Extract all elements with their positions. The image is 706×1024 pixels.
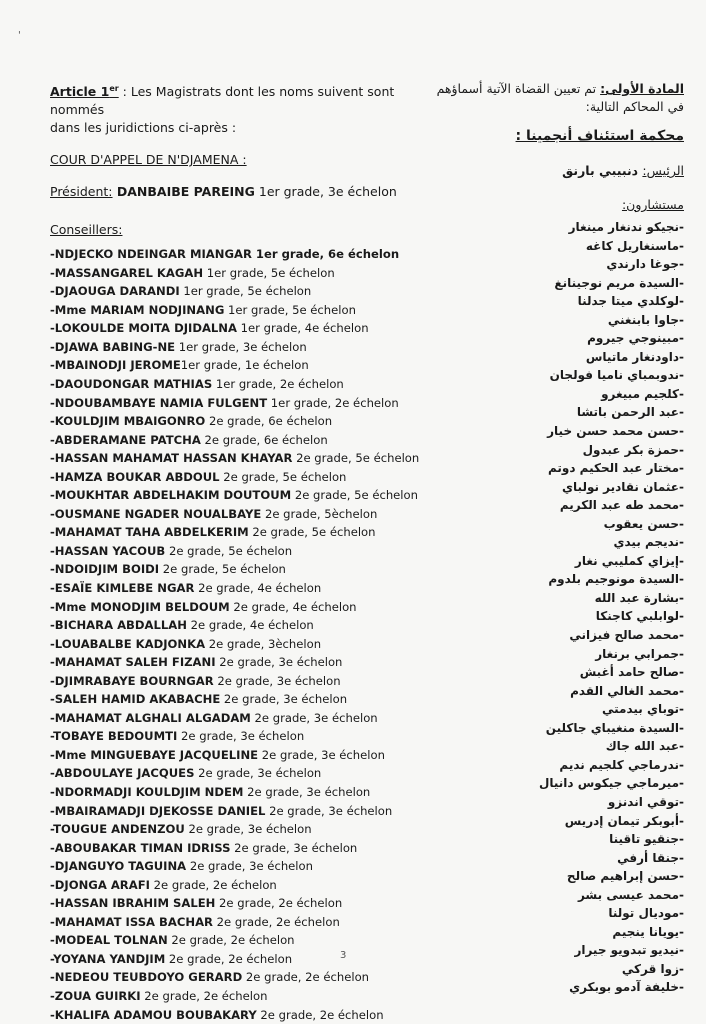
member-grade-fr: 2e grade, 4e échelon (186, 618, 314, 633)
member-row-fr (50, 301, 440, 320)
member-row-ar: -أبوبكر تيمان إدريس (564, 813, 684, 828)
member-row-ar: -حسن يعقوب (603, 516, 684, 531)
member-row-fr (50, 468, 440, 487)
member-name-fr: -MODEAL TOLNAN (50, 933, 168, 948)
member-row-fr (50, 931, 440, 950)
member-name-fr: -NDJECKO NDEINGAR MIANGAR 1er grade, 6e échelon (50, 247, 400, 262)
member-name-fr: -MBAIRAMADJI DJEKOSSE DANIEL (50, 803, 266, 818)
member-row-fr (50, 913, 440, 932)
member-name-fr: -MBAINODJI JEROME (50, 358, 181, 373)
member-row-fr (50, 783, 440, 802)
president-label-ar: الرئيس: (642, 163, 684, 178)
member-row-fr (50, 764, 440, 783)
member-row-ar: -السيدة مونوجيم بلدوم (548, 572, 684, 587)
member-grade-fr: 1er grade, 2e échelon (267, 395, 399, 410)
member-row-ar: -بشارة عبد الله (594, 590, 684, 605)
member-row-ar: -جوغا دارندي (606, 257, 684, 272)
member-name-fr: -NDOUBAMBAYE NAMIA FULGENT (50, 395, 268, 410)
article-line-ar (436, 80, 684, 98)
member-row-fr (50, 727, 440, 746)
member-name-fr: -NEDEOU TEUBDOYO GERARD (50, 970, 243, 985)
court-title-ar: محكمة استئناف أنجمينا : (515, 128, 684, 144)
members-list-fr (50, 245, 440, 1024)
member-name-fr: -LOKOULDE MOITA DJIDALNA (50, 321, 237, 336)
member-grade-fr: 2e grade, 5e échelon (292, 451, 420, 466)
member-name-fr: -Mme MARIAM NODJINANG (50, 302, 225, 317)
member-name-fr: -OUSMANE NGADER NOUALBAYE (50, 506, 262, 521)
member-row-ar: -لوابلبي كاجنكا (595, 609, 684, 624)
member-row-ar: -عثمان نقادير نولباي (562, 479, 684, 494)
member-name-fr: -BICHARA ABDALLAH (50, 618, 187, 633)
member-row-ar: -ندوبمباي ناميا فولجان (549, 368, 684, 383)
court-title-fr: COUR D'APPEL DE N'DJAMENA : (50, 152, 247, 168)
member-row-fr (50, 431, 440, 450)
member-row-ar: -إيزاي كمليبي نغار (574, 553, 684, 568)
member-row-ar: -حسن محمد حسن خيار (547, 424, 684, 439)
member-name-fr: -DJAWA BABING-NE (50, 339, 176, 354)
member-grade-fr: 2e grade, 3e échelon (258, 747, 385, 762)
president-name-fr: DANBAIBE PAREING (112, 184, 255, 200)
member-name-fr: -ZOUA GUIRKI (50, 989, 141, 1004)
member-row-ar: -محمد عيسى بشر (577, 887, 684, 902)
member-row-fr (50, 394, 440, 413)
member-row-ar: -ميرماجي جيكوس دانيال (538, 776, 684, 791)
member-grade-fr: 2e grade, 3e échelon (186, 859, 313, 874)
member-row-ar: -جنقيو تاقينا (609, 832, 684, 847)
member-grade-fr: 2e grade, 2e échelon (242, 970, 370, 985)
member-row-ar: -محمد طه عبد الكريم (559, 498, 684, 513)
member-grade-fr: 1er grade, 2e échelon (212, 376, 344, 391)
member-row-ar: -محمد الغالي القدم (570, 683, 684, 698)
article-label-ar: المادة الأولى: (600, 81, 684, 96)
member-name-fr: -TOBAYE BEDOUMTI (50, 729, 178, 744)
member-name-fr: -SALEH HAMID AKABACHE (50, 692, 221, 707)
member-row-ar: -توقي اندنزو (607, 794, 684, 809)
president-grade-fr: 1er grade, 3e échelon (254, 184, 397, 200)
member-name-fr: -ESAÏE KIMLEBE NGAR (50, 581, 195, 595)
member-row-fr (50, 894, 440, 913)
member-grade-fr: 2e grade, 3e échelon (265, 803, 393, 818)
member-row-fr (50, 635, 440, 654)
member-grade-fr: 2e grade, 2e échelon (140, 989, 268, 1004)
member-row-fr (50, 690, 440, 709)
member-row-ar: -توباي بيدمتي (601, 702, 684, 717)
member-row-fr (50, 579, 440, 598)
member-name-fr: -KOULDJIM MBAIGONRO (50, 414, 206, 429)
member-row-ar: -كلجيم مبيغرو (601, 386, 684, 401)
article-label-fr: Article 1er (50, 84, 119, 100)
member-row-fr (50, 542, 440, 561)
member-row-ar: -السيدة منغيباي جاكلين (545, 720, 684, 735)
member-grade-fr: 2e grade, 3e échelon (243, 785, 371, 800)
member-row-ar: -موديال تولنا (608, 906, 684, 921)
member-name-fr: -Mme MONODJIM BELDOUM (50, 599, 230, 614)
member-row-ar: -لوكلدي ميتا جدلنا (577, 294, 684, 309)
member-row-fr (50, 802, 440, 821)
member-name-fr: -DJAOUGA DARANDI (50, 284, 180, 299)
member-row-fr (50, 598, 440, 617)
french-column (50, 80, 440, 1024)
member-row-fr (50, 616, 440, 635)
member-name-fr: -MOUKHTAR ABDELHAKIM DOUTOUM (50, 488, 292, 503)
member-grade-fr: 2e grade, 3èchelon (205, 636, 322, 651)
member-grade-fr: 1er grade, 1e échelon (180, 358, 309, 373)
member-grade-fr: 2e grade, 5e échelon (219, 469, 347, 484)
member-row-ar: -جمرابي برنغار (595, 646, 684, 661)
member-row-fr (50, 264, 440, 283)
member-grade-fr: 2e grade, 2e échelon (215, 896, 343, 911)
member-grade-fr: 2e grade, 5e échelon (159, 562, 286, 577)
member-name-fr: -MAHAMAT ALGHALI ALGADAM (50, 710, 251, 725)
member-row-fr (50, 820, 440, 839)
member-name-fr: -HASSAN IBRAHIM SALEH (50, 896, 216, 911)
member-grade-fr: 1er grade, 5e échelon (179, 284, 312, 299)
member-grade-fr: 1er grade, 4e échelon (236, 321, 369, 336)
member-grade-fr: 2e grade, 2e échelon (149, 877, 277, 892)
member-name-fr: -KHALIFA ADAMOU BOUBAKARY (50, 1007, 257, 1022)
member-name-fr: -LOUABALBE KADJONKA (50, 636, 206, 651)
member-row-fr (50, 653, 440, 672)
member-grade-fr: 2e grade, 2e échelon (256, 1007, 384, 1022)
member-row-ar: -السيدة مريم نوجينانغ (554, 275, 684, 290)
member-name-fr: -HASSAN MAHAMAT HASSAN KHAYAR (50, 451, 293, 466)
member-name-fr: -ABDOULAYE JACQUES (50, 766, 195, 781)
member-grade-fr: 2e grade, 3e échelon (220, 692, 348, 707)
member-grade-fr: 2e grade, 2e échelon (167, 933, 295, 948)
member-row-ar: -محمد صالح فيزاني (569, 628, 684, 643)
member-row-fr (50, 319, 440, 338)
member-grade-fr: 2e grade, 4e échelon (194, 581, 322, 595)
corner-mark: ' (18, 30, 21, 41)
members-list-ar (454, 218, 684, 997)
member-row-fr (50, 857, 440, 876)
member-grade-fr: 2e grade, 6e échelon (205, 414, 333, 429)
member-grade-fr: 1er grade, 3e échelon (175, 339, 307, 354)
member-row-fr (50, 672, 440, 691)
article-text-ar-2: في المحاكم التالية: (585, 99, 684, 114)
member-row-fr (50, 746, 440, 765)
member-row-ar: -حمزة بكر عبدول (582, 442, 684, 457)
president-label-fr: Président: (50, 184, 113, 200)
article-line-fr (50, 80, 440, 119)
president-line-ar (454, 162, 684, 180)
member-row-fr (50, 560, 440, 579)
member-grade-fr: 2e grade, 2e échelon (165, 951, 293, 966)
member-name-fr: -YOYANA YANDJIM (50, 951, 166, 966)
member-name-fr: -MAHAMAT TAHA ABDELKERIM (50, 525, 249, 540)
member-grade-fr: 1er grade, 5e échelon (203, 265, 335, 280)
member-row-fr (50, 505, 440, 524)
member-row-fr (50, 412, 440, 431)
member-name-fr: -DJIMRABAYE BOURNGAR (50, 673, 214, 688)
member-grade-fr: 2e grade, 3e échelon (194, 766, 322, 781)
member-row-ar: -جاوا بابنغني (607, 312, 684, 327)
article-text-fr-2: dans les juridictions ci-après : (50, 120, 237, 136)
member-row-ar: -مبينوجي جيروم (587, 331, 684, 346)
member-grade-fr: 1er grade, 5e échelon (224, 302, 356, 317)
member-row-fr (50, 950, 440, 969)
member-row-fr (50, 338, 440, 357)
member-row-fr (50, 987, 440, 1006)
member-name-fr: -NDORMADJI KOULDJIM NDEM (50, 785, 244, 800)
member-name-fr: -DJONGA ARAFI (50, 877, 150, 892)
member-grade-fr: 2e grade, 4e échelon (229, 599, 357, 614)
member-row-ar: -حسن إبراهيم صالح (566, 869, 684, 884)
member-grade-fr: 2e grade, 3e échelon (230, 840, 358, 855)
member-row-fr (50, 876, 440, 895)
member-row-fr (50, 282, 440, 301)
member-name-fr: -HASSAN YACOUB (50, 543, 166, 558)
member-row-ar: -عبد الرحمن باتشا (576, 405, 684, 420)
member-grade-fr: 2e grade, 3e échelon (215, 655, 343, 670)
member-name-fr: -ABOUBAKAR TIMAN IDRISS (50, 840, 231, 855)
member-grade-fr: 2e grade, 5èchelon (261, 506, 378, 521)
member-row-ar: -نجيكو ندنغار مينغار (568, 220, 684, 234)
member-row-ar: -نيديو تبدويو جيرار (574, 943, 684, 958)
member-row-ar: -عبد الله جاك (605, 739, 684, 754)
member-grade-fr: 2e grade, 3e échelon (177, 729, 305, 744)
member-row-ar: -مختار عبد الحكيم دوتم (547, 461, 684, 476)
member-row-fr (50, 375, 440, 394)
member-grade-fr: 2e grade, 6e échelon (200, 432, 328, 447)
member-row-fr (50, 839, 440, 858)
arabic-column (436, 80, 684, 997)
president-name-ar: دنبيبي بارنق (562, 163, 643, 178)
member-name-fr: -TOUGUE ANDENZOU (50, 822, 185, 837)
article-text-fr-1: : Les Magistrats dont les noms suivent sont nommés (50, 84, 395, 118)
member-grade-fr: 2e grade, 5e échelon (248, 525, 376, 540)
member-row-ar: -جنقا أرفي (617, 850, 684, 865)
member-name-fr: -MAHAMAT SALEH FIZANI (50, 655, 216, 670)
member-row-ar: -ندرماجي كلجيم نديم (559, 757, 684, 772)
member-name-fr: -NDOIDJIM BOIDI (50, 562, 160, 577)
member-row-ar: -زوا قركي (621, 961, 684, 976)
member-grade-fr: 2e grade, 3e échelon (213, 673, 341, 688)
member-row-ar: -داودنغار ماتياس (585, 349, 684, 364)
member-row-fr (50, 245, 440, 264)
member-grade-fr: 2e grade, 3e échelon (184, 822, 312, 837)
member-grade-fr: 2e grade, 5e échelon (165, 543, 293, 558)
page-number: 3 (340, 950, 347, 961)
member-name-fr: -DJANGUYO TAGUINA (50, 859, 187, 874)
member-grade-fr: 2e grade, 3e échelon (250, 710, 378, 725)
member-grade-fr: 2e grade, 5e échelon (291, 488, 418, 503)
member-grade-fr: 2e grade, 2e échelon (212, 914, 340, 929)
counselors-label-fr: Conseillers: (50, 222, 123, 238)
member-name-fr: -Mme MINGUEBAYE JACQUELINE (50, 747, 259, 762)
article-text-ar-1: تم تعيين القضاة الآتية أسماؤهم (436, 81, 601, 96)
member-name-fr: -ABDERAMANE PATCHA (50, 432, 201, 447)
counselors-label-ar: مستشارون: (621, 197, 684, 212)
member-row-fr (50, 709, 440, 728)
member-name-fr: -DAOUDONGAR MATHIAS (50, 376, 213, 391)
president-line-fr (50, 183, 440, 201)
member-row-ar: -نديجم بيدي (613, 535, 684, 550)
member-row-ar: -ماسنغاريل كاغه (585, 238, 684, 253)
member-row-fr (50, 968, 440, 987)
member-name-fr: -MASSANGAREL KAGAH (50, 265, 204, 280)
member-row-fr (50, 356, 440, 375)
member-name-fr: -MAHAMAT ISSA BACHAR (50, 914, 213, 929)
member-row-ar: -خليفة آدمو بوبكري (569, 980, 684, 995)
member-row-fr (50, 1006, 440, 1024)
member-row-ar: -صالح حامد أغبش (579, 665, 684, 680)
member-name-fr: -HAMZA BOUKAR ABDOUL (50, 469, 220, 484)
member-row-ar: -يويانا ينجيم (612, 924, 684, 939)
member-row-fr (50, 486, 440, 505)
member-row-fr (50, 523, 440, 542)
member-row-fr (50, 449, 440, 468)
